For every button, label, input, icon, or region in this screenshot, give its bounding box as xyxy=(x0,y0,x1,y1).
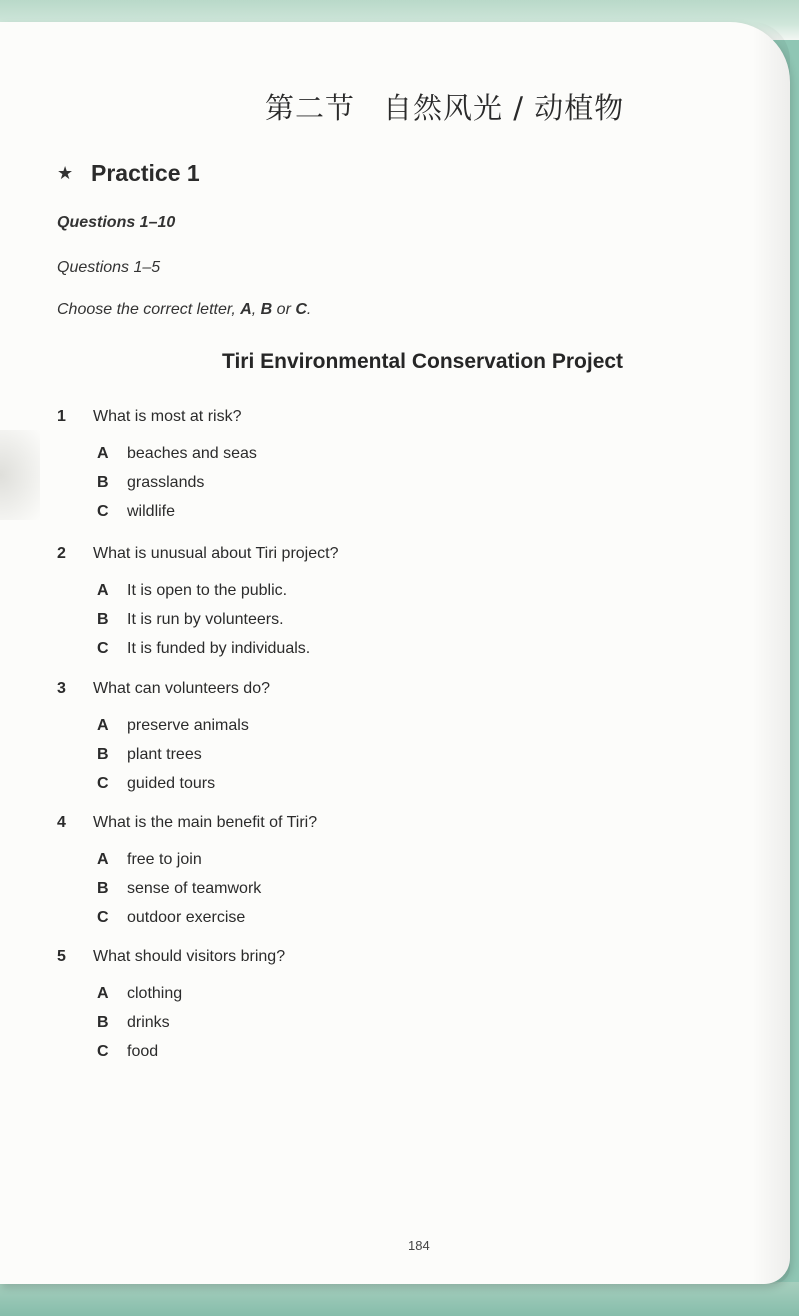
question-5 xyxy=(57,948,757,1072)
option-letter: B xyxy=(97,611,109,628)
option-letter: C xyxy=(97,503,109,520)
option-text: beaches and seas xyxy=(127,445,257,462)
option-a xyxy=(97,582,757,611)
question-number: 4 xyxy=(57,814,66,831)
option-letter: A xyxy=(97,582,109,599)
option-a xyxy=(97,851,757,880)
option-letter: B xyxy=(97,746,109,763)
questions-range-heading: Questions 1–10 xyxy=(57,214,176,231)
option-c xyxy=(97,1043,757,1072)
option-c xyxy=(97,640,757,669)
section-heading xyxy=(265,86,624,127)
option-a xyxy=(97,717,757,746)
option-c xyxy=(97,775,757,804)
book-cover-bottom-edge xyxy=(0,1282,799,1316)
option-text: wildlife xyxy=(127,503,176,520)
practice-title: Practice 1 xyxy=(91,160,200,186)
question-number: 3 xyxy=(57,680,66,697)
question-3 xyxy=(57,680,757,804)
option-a xyxy=(97,445,757,474)
option-b xyxy=(97,611,757,640)
section-label: 第二节 xyxy=(265,91,356,125)
option-text: free to join xyxy=(127,851,202,868)
instruction-text xyxy=(57,301,311,319)
question-number: 2 xyxy=(57,545,66,562)
instruction-letter-c: C xyxy=(295,301,307,318)
option-text: It is open to the public. xyxy=(127,582,288,599)
option-text: It is funded by individuals. xyxy=(127,640,311,657)
option-text: clothing xyxy=(127,985,183,1002)
option-letter: B xyxy=(97,880,109,897)
option-list xyxy=(97,445,757,532)
option-letter: A xyxy=(97,985,109,1002)
option-letter: B xyxy=(97,1014,109,1031)
option-text: grasslands xyxy=(127,474,205,491)
option-c xyxy=(97,503,757,532)
instruction-separator: , xyxy=(251,301,261,318)
question-2 xyxy=(57,545,757,669)
option-letter: A xyxy=(97,851,109,868)
question-text: What is the main benefit of Tiri? xyxy=(93,814,318,831)
questions-subrange: Questions 1–5 xyxy=(57,259,161,276)
option-a xyxy=(97,985,757,1014)
project-title: Tiri Environmental Conservation Project xyxy=(222,350,624,373)
option-text: plant trees xyxy=(127,746,202,763)
option-b xyxy=(97,880,757,909)
option-letter: B xyxy=(97,474,109,491)
section-title: 自然风光 / 动植物 xyxy=(383,91,625,125)
page-number: 184 xyxy=(408,1238,430,1253)
question-text: What is most at risk? xyxy=(93,408,242,425)
option-text: preserve animals xyxy=(127,717,249,734)
option-text: It is run by volunteers. xyxy=(127,611,284,628)
option-text: outdoor exercise xyxy=(127,909,246,926)
option-letter: C xyxy=(97,640,109,657)
question-1 xyxy=(57,408,757,532)
option-b xyxy=(97,746,757,775)
option-c xyxy=(97,909,757,938)
option-letter: A xyxy=(97,445,109,462)
instruction-letter-b: B xyxy=(260,301,273,318)
option-text: guided tours xyxy=(127,775,216,792)
option-text: food xyxy=(127,1043,159,1060)
scan-smudge xyxy=(0,430,40,520)
star-icon: ★ xyxy=(57,163,74,183)
option-letter: A xyxy=(97,717,109,734)
instruction-end: . xyxy=(306,301,312,318)
option-letter: C xyxy=(97,775,109,792)
option-letter: C xyxy=(97,1043,109,1060)
question-4 xyxy=(57,814,757,938)
option-list xyxy=(97,717,757,804)
option-b xyxy=(97,1014,757,1043)
practice-heading xyxy=(57,160,200,187)
question-text: What can volunteers do? xyxy=(93,680,270,697)
instruction-prefix: Choose the correct letter, xyxy=(57,301,241,318)
option-text: drinks xyxy=(127,1014,170,1031)
option-letter: C xyxy=(97,909,109,926)
option-list xyxy=(97,851,757,938)
option-list xyxy=(97,582,757,669)
question-number: 5 xyxy=(57,948,66,965)
option-list xyxy=(97,985,757,1072)
question-number: 1 xyxy=(57,408,66,425)
option-text: sense of teamwork xyxy=(127,880,262,897)
option-b xyxy=(97,474,757,503)
question-text: What is unusual about Tiri project? xyxy=(93,545,339,562)
instruction-or: or xyxy=(272,301,296,318)
page-curl-shadow xyxy=(752,22,790,1284)
instruction-letter-a: A xyxy=(240,301,252,318)
question-text: What should visitors bring? xyxy=(93,948,286,965)
